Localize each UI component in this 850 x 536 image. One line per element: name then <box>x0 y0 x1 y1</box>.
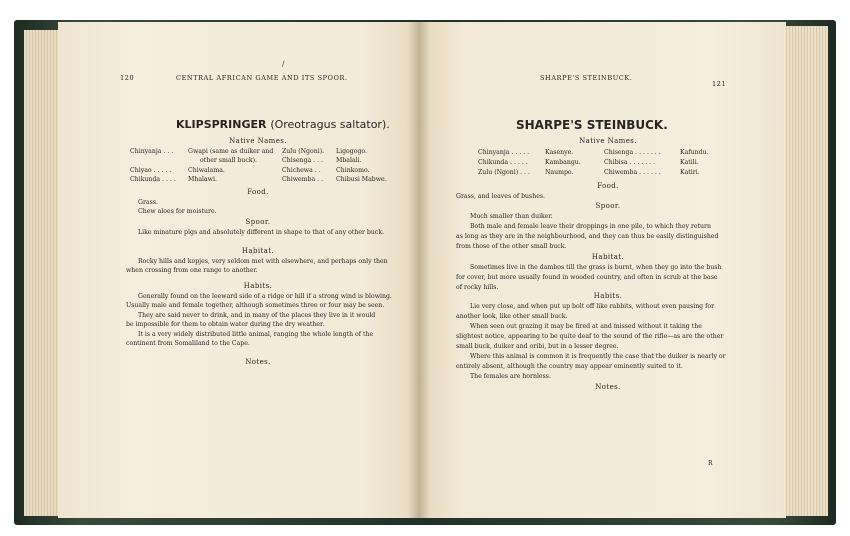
left-title-name: KLIPSPRINGER <box>176 118 267 131</box>
left-title <box>176 118 390 131</box>
right-name-lang-5: Chiwemba . . . . . . <box>604 169 661 176</box>
right-name-lang-3: Chisenga . . . . . . . <box>604 149 661 156</box>
right-spoor-line-3: from those of the other small buck. <box>456 243 567 250</box>
right-habits-line-0: Lie very close, and when put up bolt off like rabbits, without even pausing for <box>470 303 715 310</box>
book-gutter <box>408 22 430 518</box>
left-title-scientific: (Oreotragus saltator). <box>270 118 390 131</box>
left-name-4: Ligogogo. <box>336 148 368 155</box>
left-running-head: CENTRAL AFRICAN GAME AND ITS SPOOR. <box>176 74 348 82</box>
left-name-2: Chiwalama. <box>188 167 225 174</box>
right-name-2: Naumpe. <box>545 169 574 176</box>
left-habits-line-1: Usually male and female together, although sometimes three or four may be seen. <box>126 302 385 309</box>
right-habitat-line-1: for cover, but more usually found in wooded country, and often in scrub at the base <box>456 274 718 281</box>
left-habits-line-2: They are said never to drink, and in many of the places they live in it would <box>138 312 376 319</box>
right-spoor-heading: Spoor. <box>595 202 621 210</box>
right-habits-line-2: When seen out grazing it may be fired at and missed without it taking the <box>470 323 702 330</box>
right-habits-line-1: another look, like other small buck. <box>456 313 568 320</box>
right-name-lang-0: Chinyanja . . . . . <box>478 149 530 156</box>
left-name-5: Mbalali. <box>336 157 362 164</box>
left-native-names-heading: Native Names. <box>229 137 287 145</box>
left-habitat-line-0: Rocky hills and kopjes, very seldom met with elsewhere, and perhaps only then <box>138 258 388 265</box>
right-native-names-heading: Native Names. <box>579 137 637 145</box>
left-name-0: Gwapi (same as duiker and <box>188 148 274 155</box>
right-food-line-0: Grass, and leaves of bushes. <box>456 193 545 200</box>
left-name-lang-0: Chinyanja . . . <box>130 148 174 155</box>
right-name-5: Katiri. <box>680 169 700 176</box>
left-name-lang-6: Chichewa . . <box>282 167 321 174</box>
right-habits-line-4: small buck, duiker and oribi, but in a lesser degree. <box>456 343 619 350</box>
left-name-6: Chinkomo. <box>336 167 370 174</box>
right-habitat-line-0: Sometimes live in the dambos till the grass is burnt, when they go into the bush <box>470 264 722 271</box>
left-food-heading: Food. <box>247 188 269 196</box>
left-name-lang-3: Chikunda . . . . <box>130 176 176 183</box>
left-spoor-text: Like minature pigs and absolutely different in shape to that of any other buck. <box>138 229 385 236</box>
right-name-4: Katili. <box>680 159 699 166</box>
left-name-7: Chibusi Mabwe. <box>336 176 387 183</box>
right-name-3: Kafundu. <box>680 149 709 156</box>
left-habits-line-5: continent from Somaliland to the Cape. <box>126 340 250 347</box>
left-name-lang-2: Chiyao . . . . . <box>130 167 172 174</box>
left-habits-line-3: be impossible for them to obtain water during the dry weather. <box>126 321 325 328</box>
right-name-1: Kambangu. <box>545 159 581 166</box>
right-spoor-line-1: Both male and female leave their droppings in one pile, to which they return <box>470 223 711 230</box>
right-name-lang-1: Chikunda . . . . . <box>478 159 528 166</box>
left-page-number: 120 <box>120 74 135 82</box>
right-habits-line-3: slightest notice, appearing to be quite deaf to the sound of the rifle—as are the other <box>456 333 724 340</box>
left-name-lang-5: Chisenga . . . <box>282 157 323 164</box>
right-notes-heading: Notes. <box>595 383 621 391</box>
right-habitat-heading: Habitat. <box>591 253 625 261</box>
pencil-mark: / <box>282 60 285 68</box>
right-name-lang-2: Zulu (Ngoni) . . . <box>478 169 530 176</box>
left-page <box>58 22 418 518</box>
left-spoor-heading: Spoor. <box>245 218 271 226</box>
left-food-line-0: Grass. <box>138 199 158 206</box>
right-spoor-line-0: Much smaller than duiker. <box>470 213 553 220</box>
right-food-heading: Food. <box>597 182 619 190</box>
left-habits-line-4: It is a very widely distributed little animal, ranging the whole length of the <box>138 331 374 338</box>
right-title: SHARPE'S STEINBUCK. <box>516 118 668 132</box>
left-habitat-line-1: when crossing from one range to another. <box>126 267 258 274</box>
left-name-1: other small buck). <box>200 157 257 164</box>
right-page-number: 121 <box>712 80 727 88</box>
right-habits-line-6: entirely absent, although the country may appear eminently suited to it. <box>456 363 683 370</box>
right-page <box>418 22 786 518</box>
left-habits-line-0: Generally found on the leeward side of a ridge or hill if a strong wind is blowing. <box>138 293 392 300</box>
left-name-lang-7: Chiwemba . . <box>282 176 324 183</box>
left-notes-heading: Notes. <box>245 358 271 366</box>
right-spoor-line-2: as long as they are in the neighbourhood, and they can thus be easily distinguished <box>456 233 719 240</box>
left-habitat-heading: Habitat. <box>241 247 275 255</box>
right-name-0: Kasenye. <box>545 149 574 156</box>
left-habits-heading: Habits. <box>243 282 273 290</box>
signature-mark: R <box>708 460 713 467</box>
right-habitat-line-2: of rocky hills. <box>456 284 499 291</box>
right-running-head: SHARPE'S STEINBUCK. <box>540 74 633 82</box>
left-food-line-1: Chew aloes for moisture. <box>138 208 217 215</box>
right-name-lang-4: Chibisa . . . . . . . <box>604 159 656 166</box>
right-habits-line-5: Where this animal is common it is frequently the case that the duiker is nearly or <box>470 353 726 360</box>
left-name-lang-4: Zulu (Ngoni). <box>282 148 325 155</box>
right-habits-heading: Habits. <box>593 292 623 300</box>
left-name-3: Mhalawi. <box>188 176 217 183</box>
right-habits-line-7: The females are hornless. <box>470 373 551 380</box>
